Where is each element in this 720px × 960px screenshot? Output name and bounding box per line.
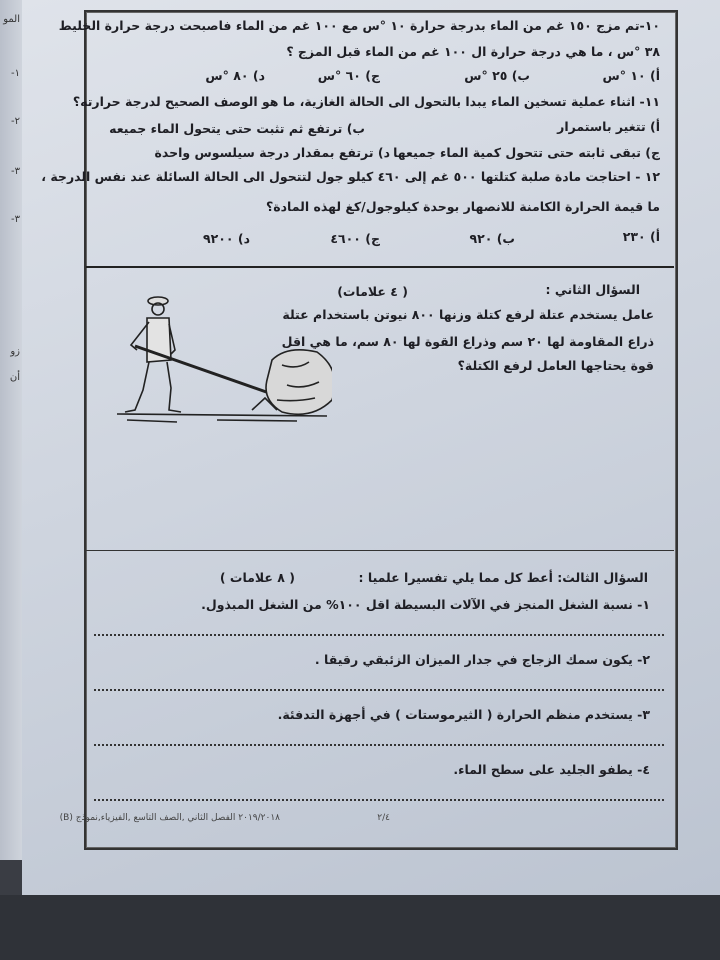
exam-sheet: [22, 0, 720, 895]
section2-title: السؤال الثاني :: [545, 282, 640, 297]
q10-option-a: أ) ١٠ °س: [602, 68, 660, 83]
q10-option-b: ب) ٢٥ °س: [464, 68, 530, 83]
q12-option-b: ب) ٩٢٠: [469, 231, 515, 246]
section3-item-2: ٢- يكون سمك الزجاج في جدار الميزان الزئبقي رقيقا .: [314, 652, 650, 667]
section-divider: [86, 266, 674, 268]
margin-text: -١: [11, 68, 20, 79]
q12-line1: ١٢ - احتاجت مادة صلبة كتلتها ٥٠٠ غم إلى ٤٦٠ كيلو جول لتتحول الى الحالة السائلة عند نفس الدرجة ،: [41, 169, 660, 184]
q12-option-d: د) ٩٢٠٠: [202, 231, 250, 246]
section-divider: [86, 550, 674, 551]
q11-option-a: أ) تتغير باستمرار: [557, 119, 660, 134]
adjacent-page-edge: [0, 0, 23, 860]
q11-option-c: ج) تبقى ثابته حتى تتحول كمية الماء جميعها: [393, 145, 660, 160]
section3-item-4: ٤- يطفو الجليد على سطح الماء.: [453, 762, 650, 777]
section3-item-3: ٣- يستخدم منظم الحرارة ( الثيرموستات ) في أجهزة التدفئة.: [277, 707, 650, 722]
q10-line2: ٣٨ °س ، ما هي درجة حرارة ال ١٠٠ غم من الماء قبل المزج ؟: [286, 44, 660, 59]
lever-worker-illustration: [97, 290, 332, 425]
section2-line1: عامل يستخدم عتلة لرفع كتلة وزنها ٨٠٠ نيوتن باستخدام عتلة: [282, 307, 654, 322]
section3-title: السؤال الثالث: أعط كل مما يلي تفسيرا علميا :: [358, 570, 648, 585]
section2-line3: قوة يحتاجها العامل لرفع الكتلة؟: [457, 358, 654, 373]
margin-text: -٢: [11, 116, 20, 127]
page-number: ٢/٤: [377, 813, 390, 823]
q11-option-b: ب) ترتفع ثم تثبت حتى يتحول الماء جميعه: [109, 121, 365, 136]
answer-line[interactable]: [94, 689, 664, 691]
q11-option-d: د) ترتفع بمقدار درجة سيلسوس واحدة: [154, 145, 390, 160]
q10-option-d: د) ٨٠ °س: [205, 68, 265, 83]
footer-info: ٢٠١٩/٢٠١٨ الفصل الثاني ,الصف التاسع ,الفيزياء,نموذج (B): [59, 813, 280, 823]
section3-marks: ( ٨ علامات ): [219, 570, 295, 585]
margin-text: زو: [10, 346, 20, 357]
q10-line1: ١٠-تم مزج ١٥٠ غم من الماء بدرجة حرارة ١٠ °س مع ١٠٠ غم من الماء فاصبحت درجة حرارة الخليط: [58, 18, 660, 33]
margin-text: أن: [9, 372, 20, 383]
section3-item-1: ١- نسبة الشغل المنجز في الآلات البسيطة اقل ١٠٠% من الشغل المبذول.: [201, 597, 650, 612]
q12-option-c: ج) ٤٦٠٠: [330, 231, 380, 246]
q12-option-a: أ) ٢٣٠: [622, 229, 660, 244]
margin-text: -٣: [11, 214, 20, 225]
section2-marks: ( ٤ علامات): [337, 284, 408, 299]
section2-line2: ذراع المقاومة لها ٢٠ سم وذراع القوة لها ٨٠ سم، ما هي اقل: [281, 334, 654, 349]
q11-line1: ١١- اثناء عملية تسخين الماء يبدا بالتحول الى الحالة الغازية، ما هو الوصف الصحيح لدرجة حرارته؟: [72, 94, 660, 109]
margin-text: المو: [3, 14, 20, 25]
q12-line2: ما قيمة الحرارة الكامنة للانصهار بوحدة كيلوجول/كغ لهذه المادة؟: [266, 199, 660, 214]
margin-text: -٣: [11, 166, 20, 177]
page-frame: [84, 10, 678, 850]
q10-option-c: ج) ٦٠ °س: [317, 68, 380, 83]
answer-line[interactable]: [94, 799, 664, 801]
answer-line[interactable]: [94, 634, 664, 636]
table-surface: [0, 895, 720, 960]
answer-line[interactable]: [94, 744, 664, 746]
